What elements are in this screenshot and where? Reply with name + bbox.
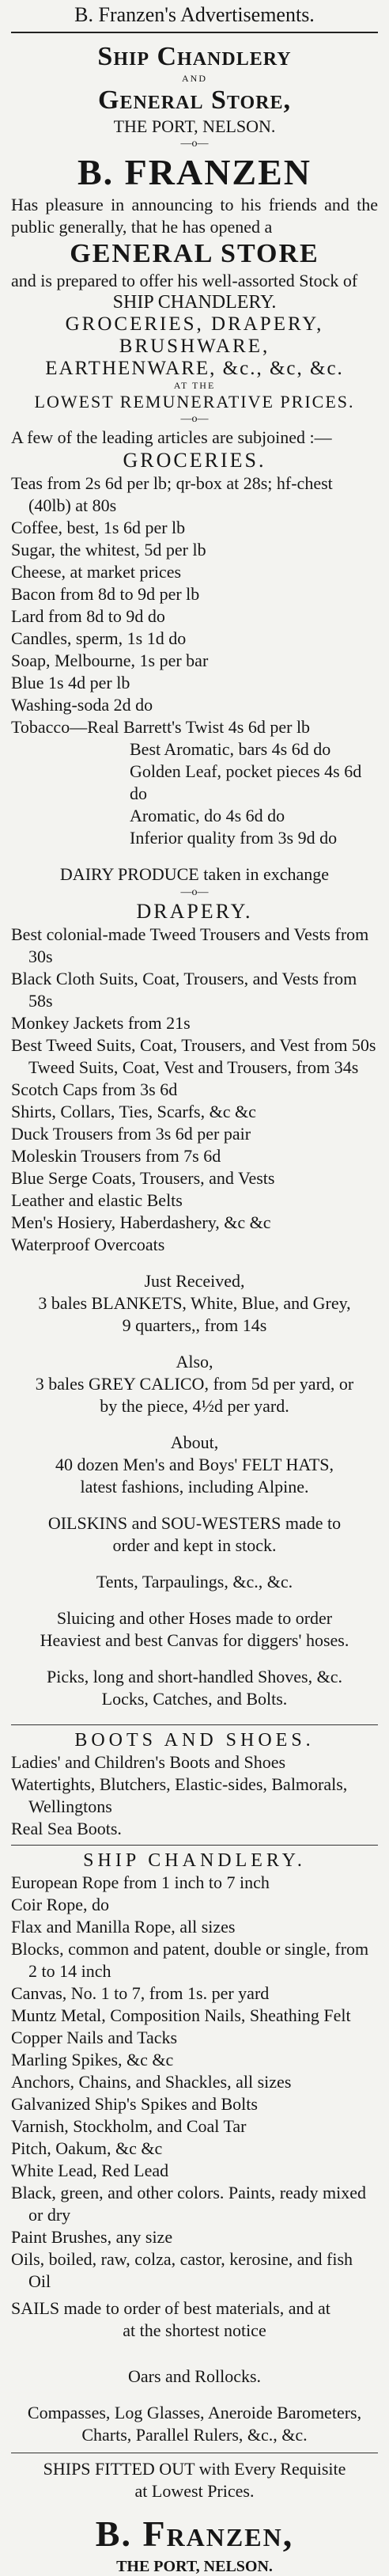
list-item: Best Tweed Suits, Coat, Trousers, and Vest from 50s xyxy=(11,1035,376,1055)
felt-hats-fashion: latest fashions, including Alpine. xyxy=(80,1477,309,1497)
list-item: Coffee, best, 1s 6d per lb xyxy=(11,518,186,537)
list-item: Flax and Manilla Rope, all sizes xyxy=(11,1917,236,1937)
list-item: Black Cloth Suits, Coat, Trousers, and Vests from 58s xyxy=(11,969,357,1011)
drapery-heading: DRAPERY. xyxy=(136,900,253,923)
tobacco-item: Golden Leaf, pocket pieces 4s 6d do xyxy=(130,761,362,803)
list-item: Paint Brushes, any size xyxy=(11,2227,173,2247)
list-item: Tobacco—Real Barrett's Twist 4s 6d per lb xyxy=(11,717,311,737)
footer xyxy=(11,2510,378,2576)
list-item: Monkey Jackets from 21s xyxy=(11,1013,191,1033)
categories-line-1: GROCERIES, DRAPERY, xyxy=(65,313,324,335)
subjoined-text: A few of the leading articles are subjoined :— xyxy=(11,427,332,447)
masthead xyxy=(11,33,378,449)
proprietor-name: B. FRANZEN xyxy=(77,152,312,192)
list-item: Duck Trousers from 3s 6d per pair xyxy=(11,1124,251,1144)
groceries-section xyxy=(11,449,378,900)
list-item: European Rope from 1 inch to 7 inch xyxy=(11,1872,270,1892)
drapery-section xyxy=(11,900,378,1725)
list-item: Coir Rope, do xyxy=(11,1895,110,1914)
just-received-label: Just Received, xyxy=(144,1271,245,1291)
canvas-line: Heaviest and best Canvas for diggers' hoses. xyxy=(40,1630,349,1650)
compasses-line: Compasses, Log Glasses, Aneroide Barometers, xyxy=(27,2403,362,2422)
tobacco-item: Aromatic, do 4s 6d do xyxy=(130,806,285,825)
calico-line: 3 bales GREY CALICO, from 5d per yard, or xyxy=(35,1374,354,1394)
list-item: Tweed Suits, Coat, Vest and Trousers, from 34s xyxy=(28,1057,359,1077)
list-item: Washing-soda 2d do xyxy=(11,695,153,715)
list-item: Scotch Caps from 3s 6d xyxy=(11,1079,178,1099)
section-rule xyxy=(11,1845,378,1846)
blankets-price: 9 quarters,, from 14s xyxy=(122,1315,267,1335)
lowest-prices-line: at Lowest Prices. xyxy=(134,2481,255,2501)
list-item: Best colonial-made Tweed Trousers and Vests from 30s xyxy=(11,924,369,966)
divider: —o— xyxy=(180,138,209,150)
about-label: About, xyxy=(170,1432,219,1452)
divider: —o— xyxy=(180,413,209,425)
oilskins-line: OILSKINS and SOU-WESTERS made to xyxy=(47,1513,342,1533)
list-item: Galvanized Ship's Spikes and Bolts xyxy=(11,2094,258,2114)
groceries-heading: GROCERIES. xyxy=(123,449,266,472)
page-header: B. Franzen's Advertisements. xyxy=(74,3,315,26)
list-item: Black, green, and other colors. Paints, ready mixed or dry xyxy=(11,2183,367,2225)
footer-name: B. Franzen, xyxy=(95,2513,294,2554)
categories-line-2: BRUSHWARE, xyxy=(119,336,270,357)
list-item: Muntz Metal, Composition Nails, Sheathing Felt xyxy=(11,2005,351,2025)
ships-fitted-line: SHIPS FITTED OUT with Every Requisite xyxy=(43,2459,346,2479)
list-item: Sugar, the whitest, 5d per lb xyxy=(11,540,206,560)
list-item: Pitch, Oakum, &c &c xyxy=(11,2138,163,2158)
oars-line: Oars and Rollocks. xyxy=(127,2366,262,2386)
list-item: Soap, Melbourne, 1s per bar xyxy=(11,651,209,670)
ship-chandlery-line: SHIP CHANDLERY. xyxy=(112,292,277,313)
also-label: Also, xyxy=(176,1352,213,1371)
tobacco-item: Inferior quality from 3s 9d do xyxy=(130,828,338,848)
list-item: Canvas, No. 1 to 7, from 1s. per yard xyxy=(11,1983,270,2003)
ship-chandlery-section xyxy=(11,1845,378,2502)
list-item: Ladies' and Children's Boots and Shoes xyxy=(11,1752,286,1772)
hoses-line: Sluicing and other Hoses made to order xyxy=(56,1608,333,1628)
list-item: Cheese, at market prices xyxy=(11,562,182,582)
list-item: Shirts, Collars, Ties, Scarfs, &c &c xyxy=(11,1102,256,1121)
intro-text: Has pleasure in announcing to his friends and the public generally, that he has opened a xyxy=(11,195,378,237)
categories-line-3: EARTHENWARE, &c., &c, &c. xyxy=(45,358,344,379)
list-item: Real Sea Boots. xyxy=(11,1819,122,1838)
stock-text: and is prepared to offer his well-assorted Stock of xyxy=(11,271,358,290)
general-store-heading: GENERAL STORE xyxy=(70,239,319,268)
list-item: Bacon from 8d to 9d per lb xyxy=(11,584,200,604)
list-item: Anchors, Chains, and Shackles, all sizes xyxy=(11,2072,292,2092)
list-item: Leather and elastic Belts xyxy=(11,1190,183,1210)
list-item: Candles, sperm, 1s 1d do xyxy=(11,628,187,648)
locks-line: Locks, Catches, and Bolts. xyxy=(101,1689,288,1709)
list-item: White Lead, Red Lead xyxy=(11,2161,169,2180)
headline-general-store: General Store, xyxy=(98,85,291,115)
tobacco-item: Best Aromatic, bars 4s 6d do xyxy=(130,739,331,759)
sails-notice: at the shortest notice xyxy=(123,2320,266,2340)
picks-line: Picks, long and short-handled Shoves, &c. xyxy=(47,1667,342,1686)
list-item: Lard from 8d to 9d do xyxy=(11,606,165,626)
location-line: THE PORT, NELSON. xyxy=(113,116,276,136)
tents-line: Tents, Tarpaulings, &c., &c. xyxy=(96,1572,293,1592)
divider: —o— xyxy=(180,886,209,898)
footer-location: THE PORT, NELSON. xyxy=(116,2558,273,2575)
blankets-line: 3 bales BLANKETS, White, Blue, and Grey, xyxy=(38,1293,351,1313)
list-item: Waterproof Overcoats xyxy=(11,1235,165,1254)
list-item: Varnish, Stockholm, and Coal Tar xyxy=(11,2116,247,2136)
at-the-label: AT THE xyxy=(173,380,216,391)
sails-line: SAILS made to order of best materials, and at xyxy=(11,2298,330,2318)
boots-section xyxy=(11,1730,378,1840)
list-item: Teas from 2s 6d per lb; qr-box at 28s; hf-chest (40lb) at 80s xyxy=(11,473,333,515)
ship-chandlery-heading: SHIP CHANDLERY. xyxy=(83,1850,306,1871)
list-item: Blocks, common and patent, double or single, from 2 to 14 inch xyxy=(11,1939,369,1981)
list-item: Copper Nails and Tacks xyxy=(11,2028,178,2047)
and-label: AND xyxy=(182,73,207,84)
list-item: Watertights, Blutchers, Elastic-sides, Balmorals, Wellingtons xyxy=(11,1774,348,1816)
boots-heading: BOOTS AND SHOES. xyxy=(74,1730,315,1751)
headline-ship-chandlery: Ship Chandlery xyxy=(97,42,292,71)
charts-line: Charts, Parallel Rulers, &c., &c. xyxy=(81,2425,308,2445)
list-item: Blue Serge Coats, Trousers, and Vests xyxy=(11,1168,275,1188)
list-item: Oils, boiled, raw, colza, castor, kerosine, and fish Oil xyxy=(11,2249,353,2291)
list-item: Moleskin Trousers from 7s 6d xyxy=(11,1146,221,1166)
calico-price: by the piece, 4½d per yard. xyxy=(100,1396,289,1416)
list-item: Men's Hosiery, Haberdashery, &c &c xyxy=(11,1212,271,1232)
section-rule xyxy=(11,1724,378,1725)
list-item: Blue 1s 4d per lb xyxy=(11,673,130,692)
dairy-produce-line: DAIRY PRODUCE taken in exchange xyxy=(59,864,330,884)
list-item: Marling Spikes, &c &c xyxy=(11,2050,174,2070)
oilskins-stock: order and kept in stock. xyxy=(112,1535,277,1555)
prices-line: LOWEST REMUNERATIVE PRICES. xyxy=(34,392,355,412)
felt-hats-line: 40 dozen Men's and Boys' FELT HATS, xyxy=(55,1455,334,1474)
